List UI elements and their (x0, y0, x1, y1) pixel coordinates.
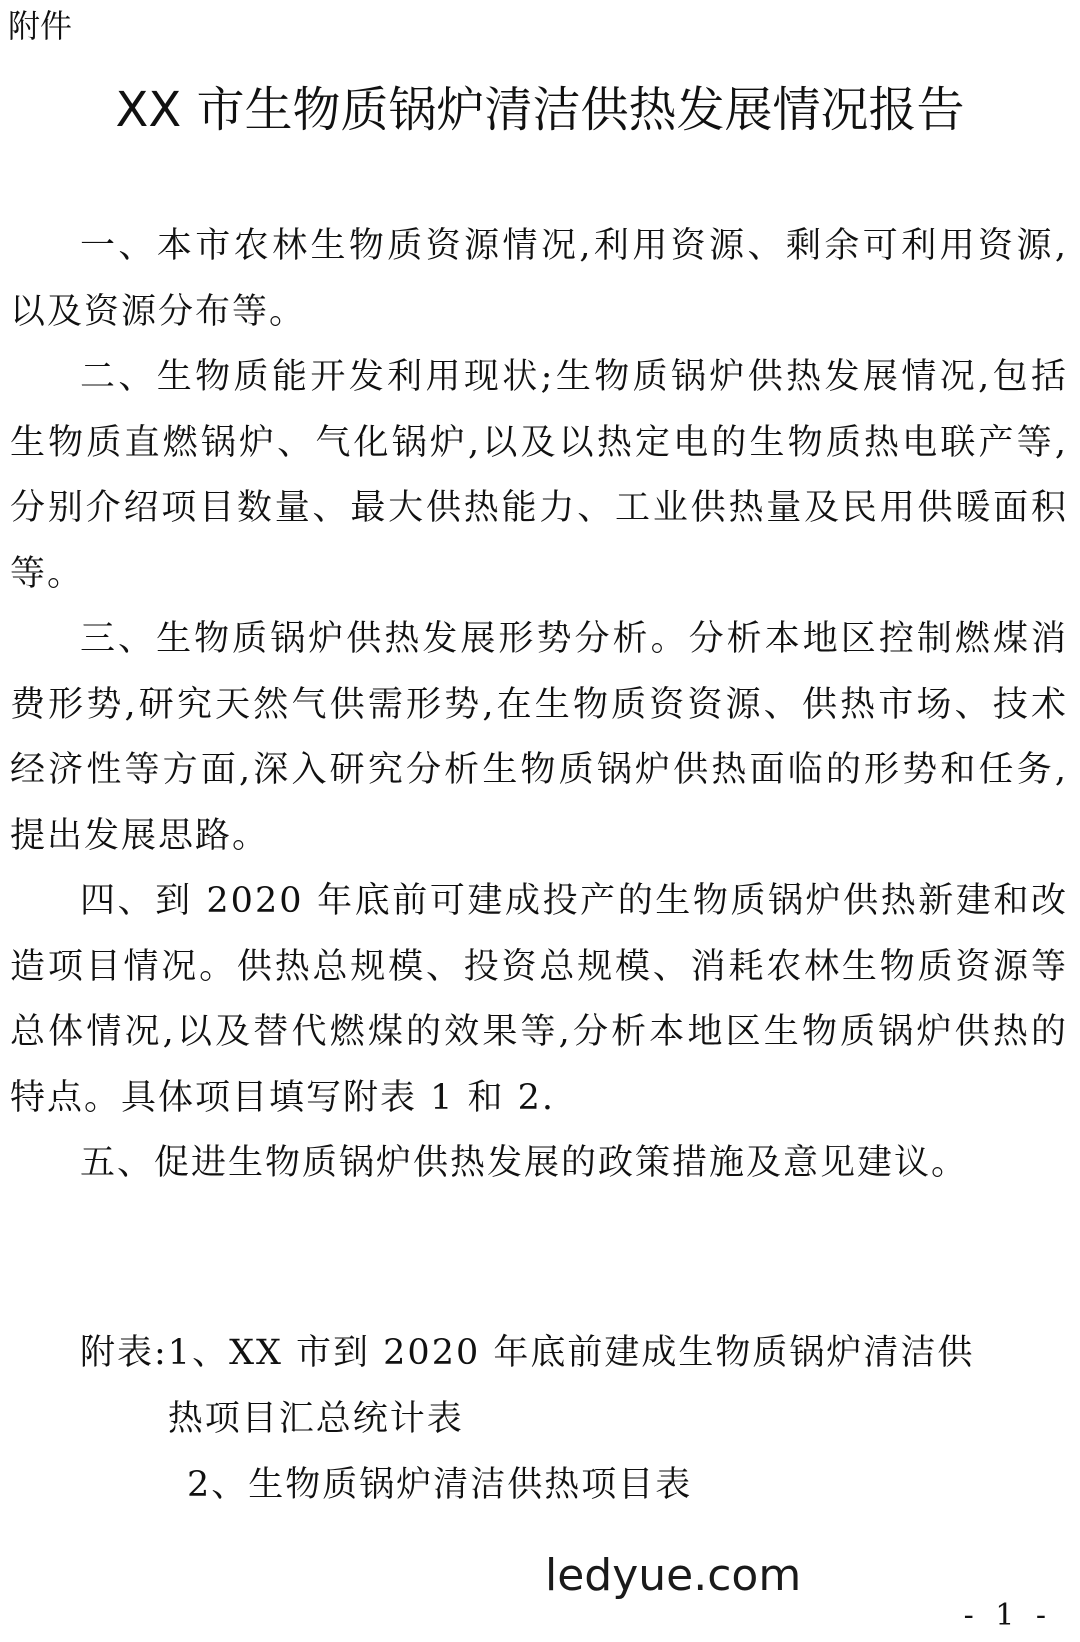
page-number: - 1 - (963, 1598, 1052, 1633)
document-title: XX 市生物质锅炉清洁供热发展情况报告 (115, 82, 965, 138)
paragraph-2: 二、生物质能开发利用现状;生物质锅炉供热发展情况,包括生物质直燃锅炉、气化锅炉,以及以热定电的生物质热电联产等,分别介绍项目数量、最大供热能力、工业供热量及民用供暖面积等。 (10, 357, 1068, 594)
attachment-label: 附件 (8, 7, 73, 45)
attachment-prefix: 附表: (80, 1333, 168, 1373)
paragraph-4: 四、到 2020 年底前可建成投产的生物质锅炉供热新建和改造项目情况。供热总规模、投资总规模、消耗农林生物质资源等总体情况,以及替代燃煤的效果等,分析本地区生物质锅炉供热的特点。具体项目填写附表 1 和 2. (10, 881, 1068, 1118)
document-body (10, 214, 1068, 1197)
attachment-item-2 (80, 1452, 1010, 1518)
attachment-item-2-number: 2、 (187, 1465, 249, 1505)
paragraph-5: 五、促进生物质锅炉供热发展的政策措施及意见建议。 (80, 1143, 969, 1183)
paragraph-1: 一、本市农林生物质资源情况,利用资源、剩余可利用资源,以及资源分布等。 (10, 226, 1068, 332)
attachment-item-2-text: 生物质锅炉清洁供热项目表 (248, 1465, 693, 1505)
watermark: ledyue.com (545, 1550, 802, 1601)
paragraph-3: 三、生物质锅炉供热发展形势分析。分析本地区控制燃煤消费形势,研究天然气供需形势,在生物质资资源、供热市场、技术经济性等方面,深入研究分析生物质锅炉供热面临的形势和任务,提出发展思路。 (10, 619, 1068, 856)
attachment-list (80, 1320, 1010, 1518)
attachment-item-1-continued (80, 1386, 1010, 1452)
attachment-item-1-line-1: XX 市到 2020 年底前建成生物质锅炉清洁供 (229, 1333, 975, 1373)
attachment-item-1-line-2: 热项目汇总统计表 (167, 1399, 464, 1439)
attachment-item-1-number: 1、 (167, 1333, 230, 1373)
attachment-item-1 (80, 1320, 1010, 1386)
